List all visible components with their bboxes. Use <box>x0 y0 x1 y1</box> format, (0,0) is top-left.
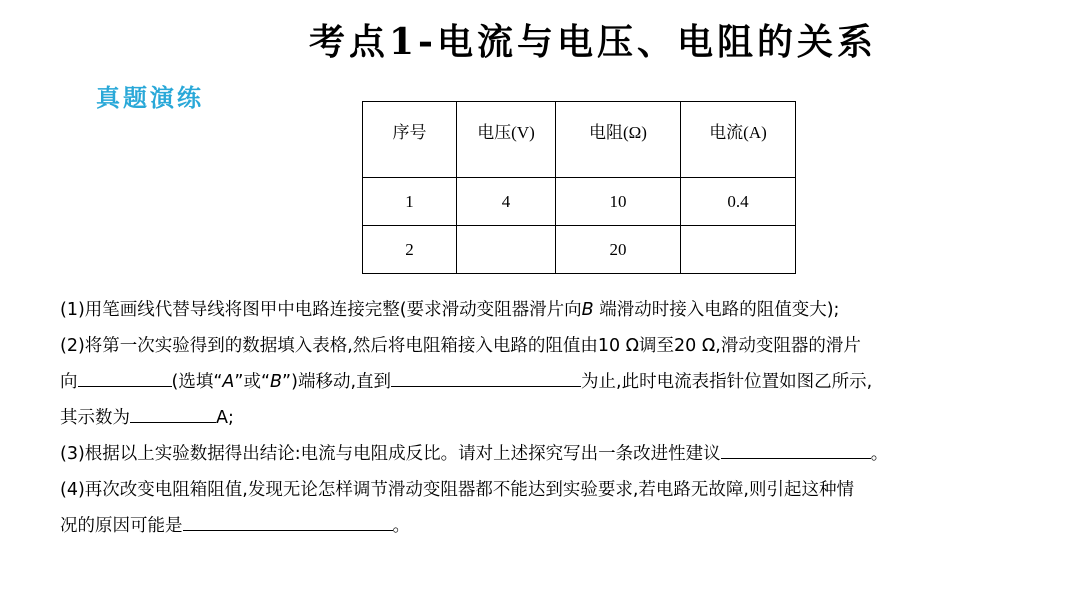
question-1: (1)用笔画线代替导线将图甲中电路连接完整(要求滑动变阻器滑片向B 端滑动时接入电路的阻值变大); <box>60 300 840 320</box>
data-table <box>362 101 796 274</box>
table-cell: 4 <box>457 178 556 226</box>
question-2-line-2: 向 (选填“A”或“B”)端移动,直到 为止,此时电流表指针位置如图乙所示, <box>60 364 1020 400</box>
header-cell-current: 电流(A) <box>681 102 796 178</box>
answer-blank <box>183 512 393 531</box>
section-subtitle: 真题演练 <box>96 83 204 112</box>
question-2-line-1: (2)将第一次实验得到的数据填入表格,然后将电阻箱接入电路的阻值由10 Ω调至20 Ω,滑动变阻器的滑片 <box>60 336 861 356</box>
table-row <box>363 226 796 274</box>
table-row <box>363 178 796 226</box>
question-4-line-1: (4)再次改变电阻箱阻值,发现无论怎样调节滑动变阻器都不能达到实验要求,若电路无故障,则引起这种情 <box>60 480 854 500</box>
table-header-row <box>363 102 796 178</box>
question-4-line-2: 况的原因可能是 。 <box>60 508 1020 544</box>
table-cell: 20 <box>556 226 681 274</box>
answer-blank <box>721 440 871 459</box>
page-title: 考点1-电流与电压、电阻的关系 <box>309 21 877 63</box>
header-cell-voltage: 电压(V) <box>457 102 556 178</box>
question-2-line-3: 其示数为 A; <box>60 400 1020 436</box>
answer-blank <box>78 368 172 387</box>
question-block <box>60 292 1020 544</box>
question-3: (3)根据以上实验数据得出结论:电流与电阻成反比。请对上述探究写出一条改进性建议 。 <box>60 436 1020 472</box>
table-cell: 0.4 <box>681 178 796 226</box>
table-cell: 10 <box>556 178 681 226</box>
table-cell: 1 <box>363 178 457 226</box>
table-cell: 2 <box>363 226 457 274</box>
table-cell <box>681 226 796 274</box>
header-cell-index: 序号 <box>363 102 457 178</box>
header-cell-resistance: 电阻(Ω) <box>556 102 681 178</box>
table-cell <box>457 226 556 274</box>
answer-blank <box>130 404 216 423</box>
answer-blank <box>391 368 581 387</box>
